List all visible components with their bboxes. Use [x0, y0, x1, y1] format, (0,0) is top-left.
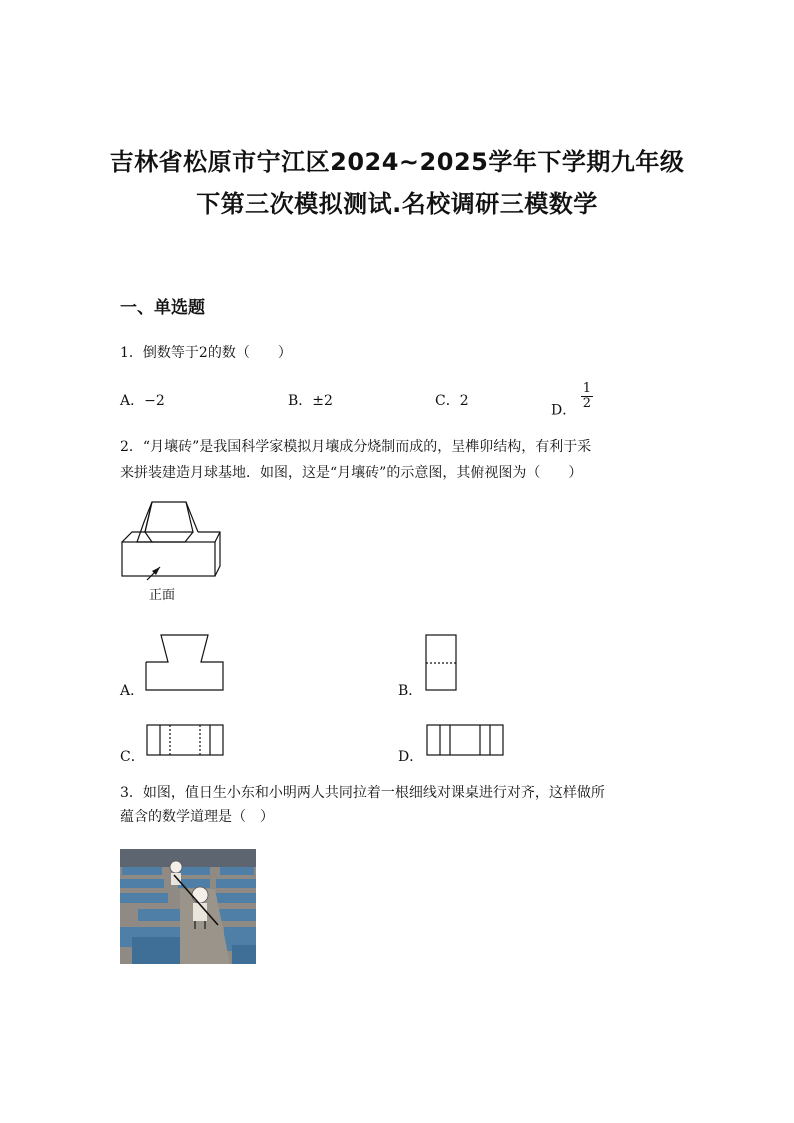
document-title-line-1: 吉林省松原市宁江区2024~2025学年下学期九年级 [109, 148, 685, 176]
q1-option-b-value: ±2 [312, 393, 333, 409]
q2-option-b-label[interactable]: B． [398, 683, 423, 699]
q1-option-c[interactable] [435, 390, 469, 410]
question-3-stem-line-1: 3．如图，值日生小东和小明两人共同拉着一根细线对课桌进行对齐，这样做所 [120, 785, 605, 801]
q1-option-c-label: C． [435, 393, 460, 409]
q2-option-c-label[interactable]: C． [120, 749, 145, 765]
question-3-stem-line-2: 蕴含的数学道理是（ ） [120, 809, 274, 825]
question-2-stem-line-1: 2．“月壤砖”是我国科学家模拟月壤成分烧制而成的，呈榫卯结构，有利于采 [120, 439, 592, 455]
q2-option-d-label[interactable]: D． [398, 749, 424, 765]
q1-option-a[interactable] [120, 390, 165, 410]
q1-option-b-label: B． [288, 393, 313, 409]
q1-option-a-value: −2 [144, 393, 165, 409]
q2-option-b-figure [425, 634, 459, 694]
q1-option-c-value: 2 [459, 393, 469, 409]
q2-option-c-figure [146, 724, 226, 758]
q1-option-a-label: A． [120, 393, 145, 409]
section-heading: 一、单选题 [120, 298, 205, 318]
q1-option-d-fraction [581, 382, 593, 411]
q1-option-d-label: D． [551, 402, 577, 419]
question-2-stem-line-2: 来拼装建造月球基地．如图，这是“月壤砖”的示意图，其俯视图为（ ） [120, 465, 583, 481]
q2-option-a-figure [146, 633, 226, 693]
fraction-denominator: 2 [582, 396, 591, 411]
moon-brick-figure [115, 495, 235, 605]
fraction-numerator: 1 [582, 381, 591, 396]
classroom-photo [120, 849, 256, 964]
q1-option-d[interactable] [551, 382, 593, 420]
document-title-line-2: 下第三次模拟测试.名校调研三模数学 [196, 190, 598, 218]
q1-option-b[interactable] [288, 390, 333, 410]
question-1-stem: 1．倒数等于2的数（ ） [120, 345, 292, 361]
q2-option-d-figure [426, 724, 506, 758]
q2-option-a-label[interactable]: A． [120, 683, 145, 699]
figure-label-front: 正面 [149, 588, 176, 603]
